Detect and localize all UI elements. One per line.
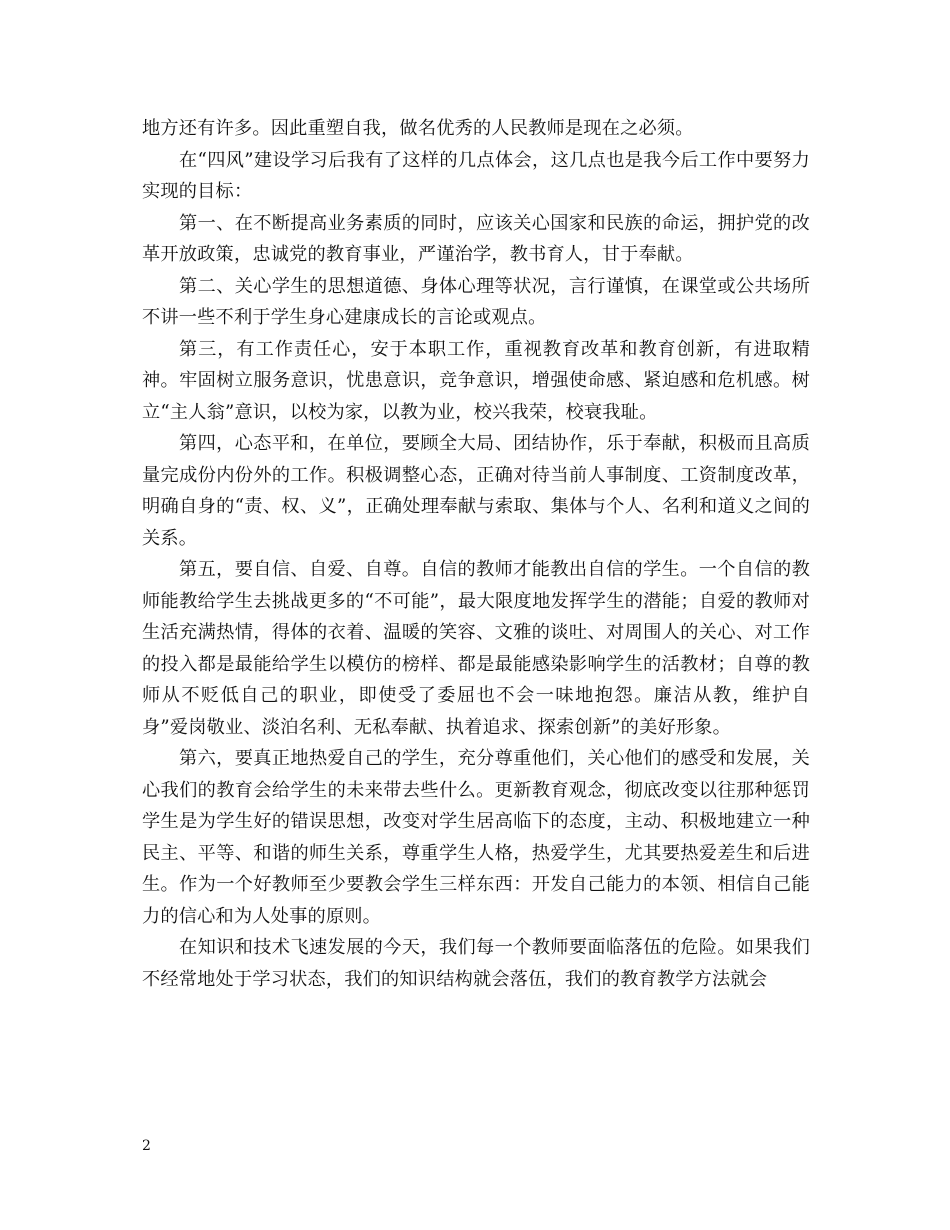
paragraph-4: 第二、关心学生的思想道德、身体心理等状况，言行谨慎，在课堂或公共场所不讲一些不利于学生身心建康成长的言论或观点。 [142, 275, 810, 328]
paragraph-6: 第四，心态平和，在单位，要顾全大局、团结协作，乐于奉献，积极而且高质量完成份内份外的工作。积极调整心态，正确对待当前人事制度、工资制度改革，明确自身的“责、权、义”，正确处理奉献与索取、集体与个人、名利和道义之间的关系。 [142, 433, 810, 549]
paragraph-8: 第六，要真正地热爱自己的学生，充分尊重他们，关心他们的感受和发展，关心我们的教育会给学生的未来带去些什么。更新教育观念，彻底改变以往那种惩罚学生是为学生好的错误思想，改变对学生居高临下的态度，主动、积极地建立一种民主、平等、和谐的师生关系，尊重学生人格，热爱学生，尤其要热爱差生和后进生。作为一个好教师至少要教会学生三样东西：开发自己能力的本领、相信自己能力的信心和为人处事的原则。 [142, 748, 810, 927]
paragraph-7: 第五，要自信、自爱、自尊。自信的教师才能教出自信的学生。一个自信的教师能教给学生去挑战更多的“不可能”，最大限度地发挥学生的潜能；自爱的教师对生活充满热情，得体的衣着、温暖的笑容、文雅的谈吐、对周围人的关心、对工作的投入都是最能给学生以模仿的榜样、都是最能感染影响学生的活教材；自尊的教师从不贬低自己的职业，即使受了委屈也不会一味地抱怨。廉洁从教，维护自身”爱岗敬业、淡泊名利、无私奉献、执着追求、探索创新”的美好形象。 [142, 559, 810, 738]
paragraph-3: 第一、在不断提高业务素质的同时，应该关心国家和民族的命运，拥护党的改革开放政策，忠诚党的教育事业，严谨治学，教书育人，甘于奉献。 [142, 212, 810, 265]
paragraph-2: 在“四风”建设学习后我有了这样的几点体会，这几点也是我今后工作中要努力实现的目标： [142, 149, 810, 202]
paragraph-9: 在知识和技术飞速发展的今天，我们每一个教师要面临落伍的危险。如果我们不经常地处于学习状态，我们的知识结构就会落伍，我们的教育教学方法就会 [142, 937, 810, 990]
document-body [142, 113, 810, 995]
page-number: 2 [142, 1138, 151, 1154]
paragraph-5: 第三，有工作责任心，安于本职工作，重视教育改革和教育创新，有进取精神。牢固树立服务意识，忧患意识，竞争意识，增强使命感、紧迫感和危机感。树立“主人翁”意识，以校为家，以教为业，校兴我荣，校衰我耻。 [142, 338, 810, 423]
paragraph-1: 地方还有许多。因此重塑自我，做名优秀的人民教师是现在之必须。 [142, 118, 694, 139]
